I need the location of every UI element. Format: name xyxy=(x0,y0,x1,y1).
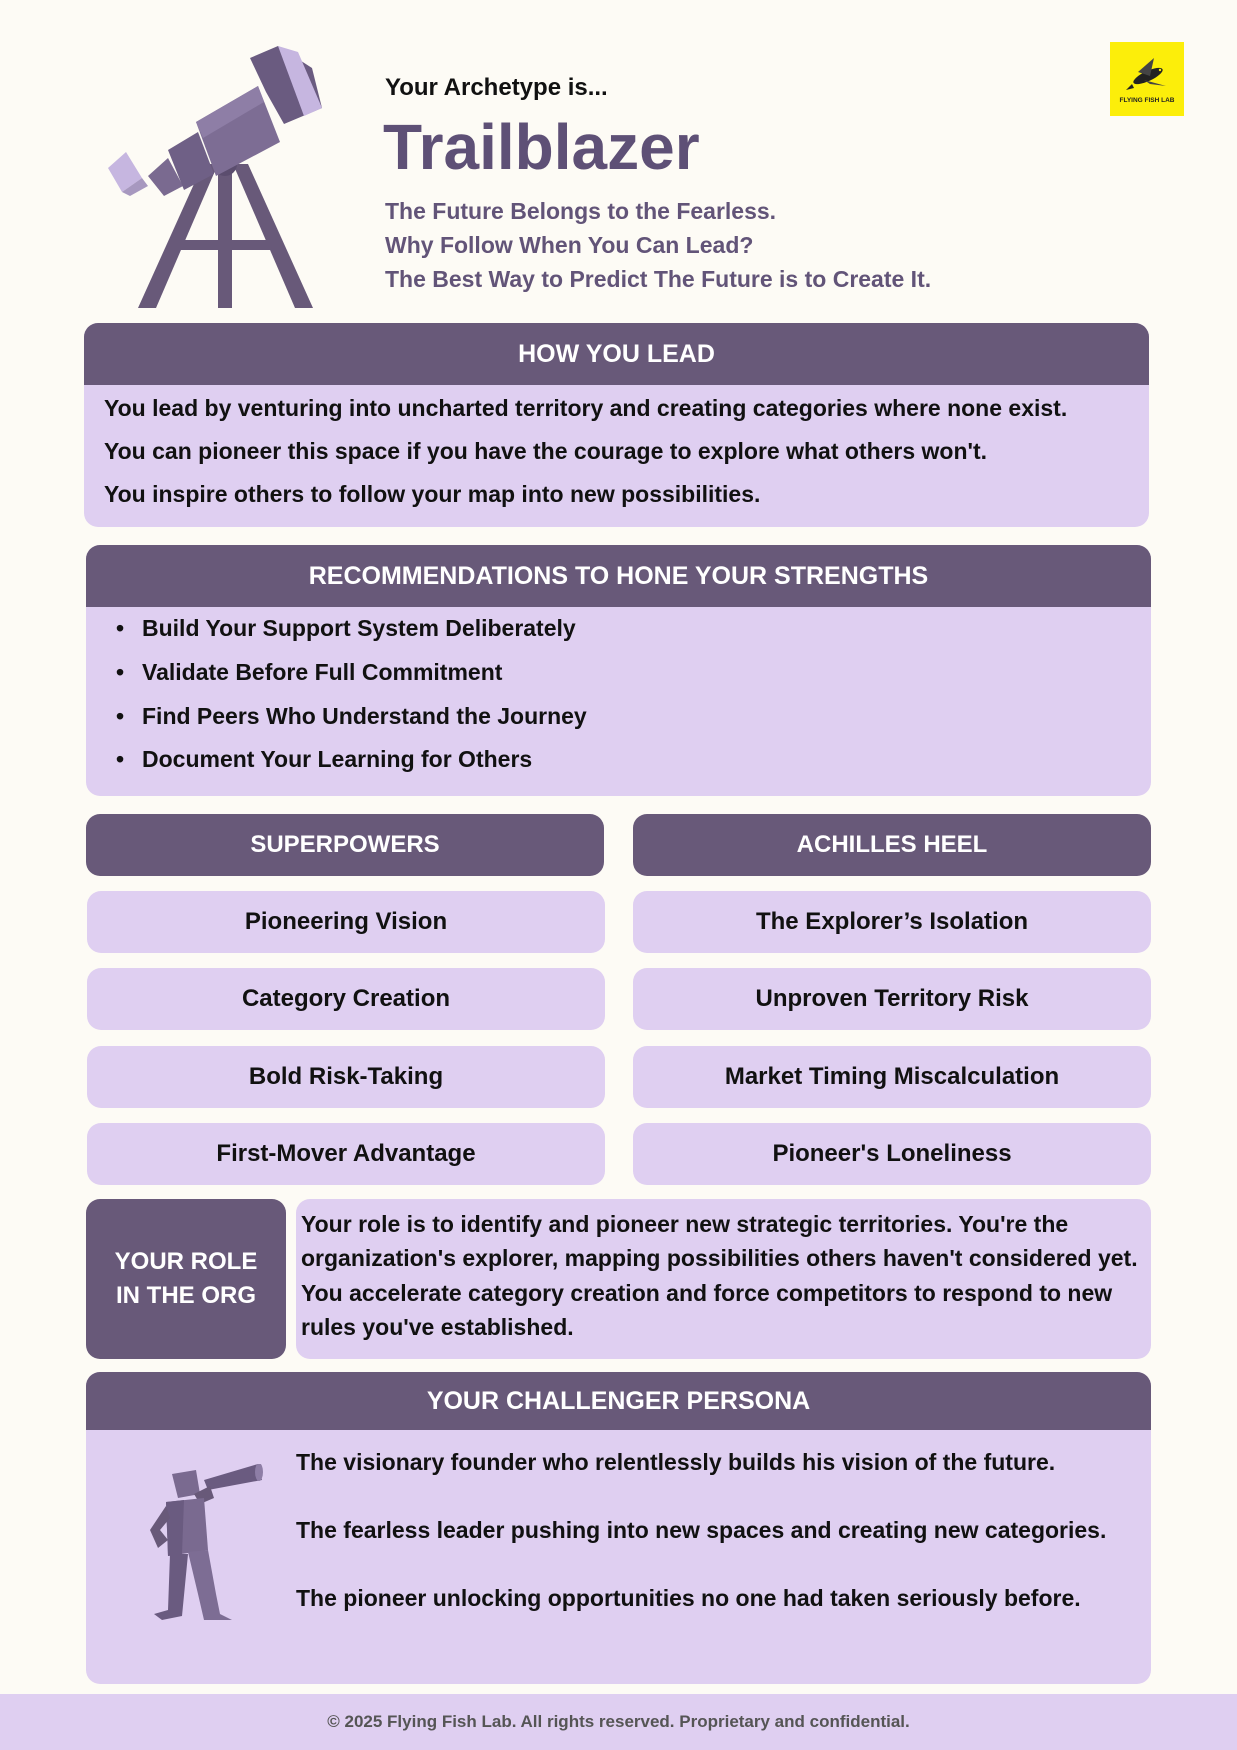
role-line-1: Your role is to identify and pioneer new strategic territories. You're the xyxy=(301,1211,1069,1237)
explorer-figure-icon xyxy=(138,1464,268,1624)
recommendation-item-4: • Document Your Learning for Others xyxy=(142,746,532,773)
superpowers-heading: SUPERPOWERS xyxy=(86,814,604,876)
tagline-2: Why Follow When You Can Lead? xyxy=(385,232,754,258)
superpower-item-3: Bold Risk-Taking xyxy=(87,1046,605,1108)
persona-line-1: The visionary founder who relentlessly builds his vision of the future. xyxy=(296,1449,1056,1475)
logo-text: FLYING FISH LAB xyxy=(1119,97,1175,104)
recommendation-item-1: • Build Your Support System Deliberately xyxy=(142,615,576,642)
tagline-3: The Best Way to Predict The Future is to Create It. xyxy=(385,266,932,292)
recommendations-panel xyxy=(86,545,1151,796)
superpower-item-2: Category Creation xyxy=(87,968,605,1030)
achilles-heel-heading: ACHILLES HEEL xyxy=(633,814,1151,876)
recommendations-heading: RECOMMENDATIONS TO HONE YOUR STRENGTHS xyxy=(86,545,1151,607)
persona-line-2: The fearless leader pushing into new spaces and creating new categories. xyxy=(296,1517,1107,1543)
challenger-persona-panel xyxy=(86,1372,1151,1684)
persona-line-3: The pioneer unlocking opportunities no one had taken seriously before. xyxy=(296,1585,1081,1611)
achilles-heel-item-2: Unproven Territory Risk xyxy=(633,968,1151,1030)
achilles-heel-item-3: Market Timing Miscalculation xyxy=(633,1046,1151,1108)
flying-fish-icon xyxy=(1110,42,1184,116)
recommendation-item-3: • Find Peers Who Understand the Journey xyxy=(142,703,587,730)
role-label-line-2: IN THE ORG xyxy=(115,1282,256,1309)
archetype-title: Trailblazer xyxy=(383,111,700,183)
role-line-3: You accelerate category creation and force competitors to respond to new xyxy=(301,1280,1113,1306)
role-label xyxy=(86,1199,286,1359)
superpower-item-1: Pioneering Vision xyxy=(87,891,605,953)
challenger-persona-heading: YOUR CHALLENGER PERSONA xyxy=(86,1372,1151,1430)
footer-copyright: © 2025 Flying Fish Lab. All rights reserved. Proprietary and confidential. xyxy=(327,1712,910,1731)
achilles-heel-item-1: The Explorer’s Isolation xyxy=(633,891,1151,953)
tagline-1: The Future Belongs to the Fearless. xyxy=(385,198,777,224)
archetype-kicker: Your Archetype is... xyxy=(385,74,608,101)
recommendation-item-2: • Validate Before Full Commitment xyxy=(142,659,502,686)
how-you-lead-line-1: You lead by venturing into uncharted territory and creating categories where none exist. xyxy=(104,395,1068,421)
how-you-lead-panel xyxy=(84,323,1149,527)
role-line-2: organization's explorer, mapping possibilities others haven't considered yet. xyxy=(301,1245,1138,1271)
how-you-lead-line-2: You can pioneer this space if you have the courage to explore what others won't. xyxy=(104,438,988,464)
achilles-heel-item-4: Pioneer's Loneliness xyxy=(633,1123,1151,1185)
how-you-lead-heading: HOW YOU LEAD xyxy=(84,323,1149,385)
role-label-line-1: YOUR ROLE xyxy=(114,1248,258,1275)
how-you-lead-line-3: You inspire others to follow your map into new possibilities. xyxy=(104,481,761,507)
role-description-panel xyxy=(296,1199,1151,1359)
superpower-item-4: First-Mover Advantage xyxy=(87,1123,605,1185)
telescope-icon xyxy=(108,46,358,308)
footer-bar xyxy=(0,1694,1237,1750)
flying-fish-lab-logo xyxy=(1110,42,1184,116)
role-line-4: rules you've established. xyxy=(301,1314,574,1340)
